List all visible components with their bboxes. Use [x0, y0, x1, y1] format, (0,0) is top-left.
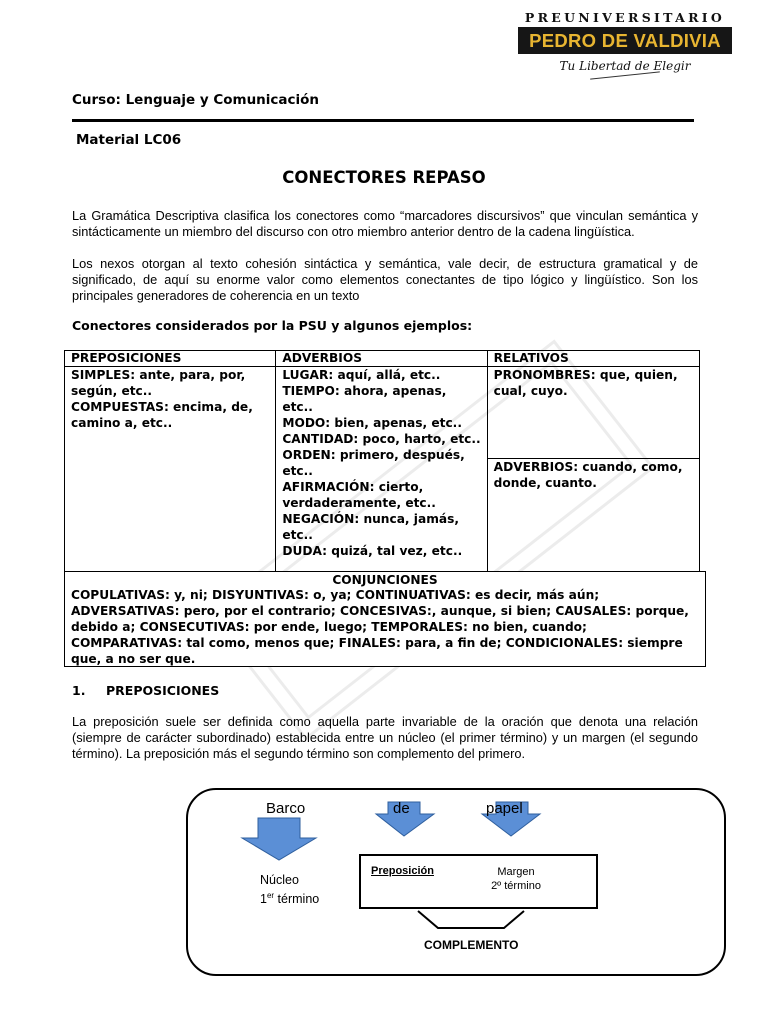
- nucleo-label: Núcleo: [260, 873, 299, 887]
- margen-term: 2º término: [491, 880, 541, 892]
- bracket-connector: [418, 911, 524, 928]
- header-rule: [72, 119, 694, 122]
- conjunciones-header: CONJUNCIONES: [64, 571, 706, 589]
- complemento-label: COMPLEMENTO: [424, 938, 519, 952]
- list-item: CANTIDAD: poco, harto, etc..: [282, 432, 481, 446]
- nucleo-term: [260, 888, 319, 907]
- header-preposiciones: PREPOSICIONES: [65, 351, 276, 367]
- section-paragraph: La preposición suele ser definida como aquella parte invariable de la oración que denota una relación (siempre de carácter subordinado) establecida entre un núcleo (el primer término) y un margen (el segundo término). La preposición más el segundo término son complemento del primero.: [72, 714, 698, 761]
- word-de: de: [393, 800, 410, 817]
- list-item: DUDA: quizá, tal vez, etc..: [282, 544, 463, 558]
- institution-logo: [518, 10, 732, 76]
- table-header-row: [65, 351, 700, 367]
- preposicion-label: Preposición: [371, 865, 434, 877]
- material-label: Material LC06: [76, 132, 182, 148]
- list-item: NEGACIÓN: nunca, jamás, etc..: [282, 512, 460, 542]
- intro-paragraph-2: Los nexos otorgan al texto cohesión sintáctica y semántica, vale decir, de estructura gramatical y de significado, de aquí su enorme valor como elementos conectantes de tipo lógico y lingüístico. Son los principales generadores de coherencia en un texto: [72, 256, 698, 303]
- header-adverbios: ADVERBIOS: [276, 351, 487, 367]
- section-number: 1.: [72, 683, 86, 698]
- list-item: MODO: bien, apenas, etc..: [282, 416, 462, 430]
- course-label: Curso: Lenguaje y Comunicación: [72, 92, 320, 108]
- page-title: CONECTORES REPASO: [282, 168, 486, 187]
- list-item: COMPUESTAS: encima, de, camino a, etc..: [71, 400, 253, 430]
- table-heading: Conectores considerados por la PSU y algunos ejemplos:: [72, 318, 473, 333]
- nucleo-term-sup: er: [266, 891, 275, 900]
- section-title: PREPOSICIONES: [106, 683, 220, 698]
- table-row: [65, 367, 700, 459]
- nucleo-block: [260, 872, 319, 907]
- list-item: AFIRMACIÓN: cierto, verdaderamente, etc..: [282, 480, 436, 510]
- cell-adverbios: [276, 367, 487, 573]
- word-barco: Barco: [266, 800, 306, 817]
- logo-name-band: PEDRO DE VALDIVIA: [518, 27, 732, 54]
- cell-relativos-adverbios: ADVERBIOS: cuando, como, donde, cuanto.: [487, 458, 699, 572]
- arrow-down-icon: [242, 818, 316, 860]
- conjunciones-cell: COPULATIVAS: y, ni; DISYUNTIVAS: o, ya; CONTINUATIVAS: es decir, más aún; ADVERSATIVAS: pero, por el contrario; CONCESIVAS:, aunque, si bien; CAUSALES: porque, debido a; CONSECUTIVAS: por ende, luego; TEMPORALES: no bien, cuando; COMPARATIVAS: tal como, menos que; FINALES: para, a fin de; CONDICIONALES: siempre que, a no ser que.: [64, 587, 706, 667]
- list-item: SIMPLES: ante, para, por, según, etc..: [71, 368, 246, 398]
- cell-preposiciones: [65, 367, 276, 573]
- header-relativos: RELATIVOS: [487, 351, 699, 367]
- word-papel: papel: [486, 800, 523, 817]
- margen-block: [476, 865, 556, 893]
- section-heading: [72, 683, 219, 698]
- list-item: TIEMPO: ahora, apenas, etc..: [282, 384, 447, 414]
- intro-paragraph-1: La Gramática Descriptiva clasifica los conectores como “marcadores discursivos” que vinculan semántica y sintácticamente un miembro del discurso con otro miembro anterior dentro de la cadena lingüística.: [72, 208, 698, 239]
- logo-slogan: Tu Libertad de Elegir: [559, 59, 691, 73]
- nucleo-term-number: 1: [260, 892, 267, 907]
- list-item: ORDEN: primero, después, etc..: [282, 448, 465, 478]
- connectors-table: [64, 350, 700, 573]
- logo-top-text: PREUNIVERSITARIO: [524, 10, 726, 25]
- nucleo-term-word: término: [274, 892, 320, 907]
- margen-label: Margen: [497, 866, 535, 878]
- cell-relativos-pronombres: PRONOMBRES: que, quien, cual, cuyo.: [487, 367, 699, 459]
- preposition-diagram: [186, 788, 726, 976]
- list-item: LUGAR: aquí, allá, etc..: [282, 368, 441, 382]
